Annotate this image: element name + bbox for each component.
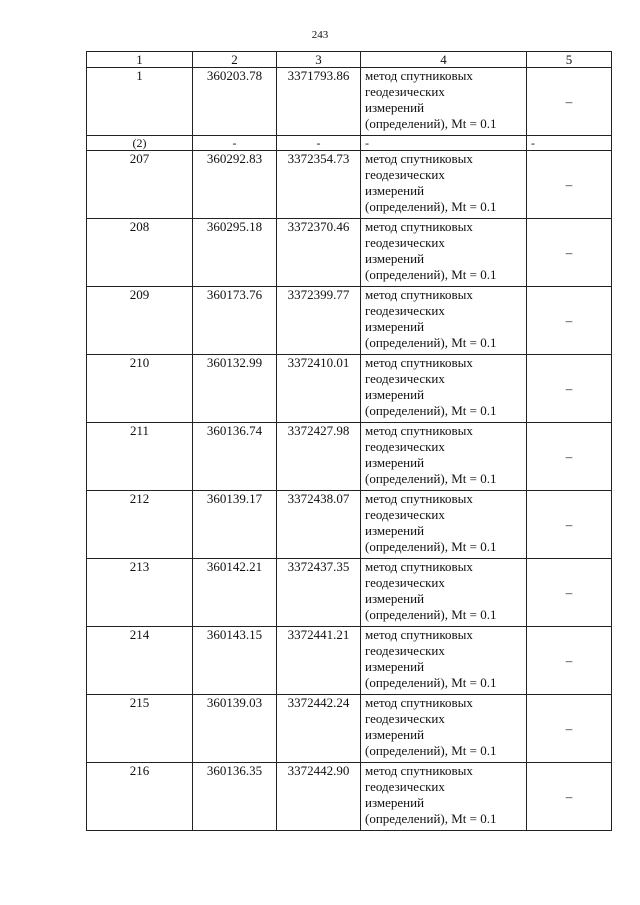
y-coordinate: 3372399.77 [277,287,361,355]
x-coordinate: 360143.15 [193,627,277,695]
x-coordinate: 360136.74 [193,423,277,491]
table-row [87,695,612,763]
table-row [87,423,612,491]
table-row [87,627,612,695]
y-coordinate: 3372441.21 [277,627,361,695]
x-coordinate: 360139.03 [193,695,277,763]
y-coordinate: 3372354.73 [277,151,361,219]
page-number: 243 [311,29,329,41]
header-col-2: 2 [193,52,277,68]
measurement-method [361,355,527,423]
point-number: 209 [87,287,193,355]
header-col-4: 4 [361,52,527,68]
method-text: метод спутниковых геодезических измерений (определений), Mt = 0.1 [365,763,497,826]
table-row [87,219,612,287]
header-col-5: 5 [527,52,612,68]
x-coordinate: 360173.76 [193,287,277,355]
x-coordinate: 360136.35 [193,763,277,831]
measurement-method [361,151,527,219]
method-text: метод спутниковых геодезических измерений (определений), Mt = 0.1 [365,627,497,690]
measurement-method [361,559,527,627]
point-number: 208 [87,219,193,287]
table-row [87,287,612,355]
accuracy-value: – [527,151,612,219]
method-text: метод спутниковых геодезических измерений (определений), Mt = 0.1 [365,423,497,486]
point-number: 1 [87,68,193,136]
method-text: метод спутниковых геодезических измерений (определений), Mt = 0.1 [365,695,497,758]
y-coordinate: 3372437.35 [277,559,361,627]
measurement-method: - [361,136,527,151]
y-coordinate: 3372410.01 [277,355,361,423]
x-coordinate: 360142.21 [193,559,277,627]
method-text: метод спутниковых геодезических измерений (определений), Mt = 0.1 [365,151,497,214]
point-number: 216 [87,763,193,831]
y-coordinate: 3372442.90 [277,763,361,831]
y-coordinate: - [277,136,361,151]
point-number: 210 [87,355,193,423]
table-row [87,559,612,627]
y-coordinate: 3372442.24 [277,695,361,763]
header-col-1: 1 [87,52,193,68]
accuracy-value: – [527,491,612,559]
table-row [87,68,612,136]
accuracy-value: – [527,219,612,287]
point-number: 214 [87,627,193,695]
measurement-method [361,68,527,136]
table-row [87,491,612,559]
y-coordinate: 3372370.46 [277,219,361,287]
point-number: (2) [87,136,193,151]
point-number: 215 [87,695,193,763]
method-text: метод спутниковых геодезических измерений (определений), Mt = 0.1 [365,287,497,350]
omitted-row [87,136,612,151]
coordinates-table [86,51,612,831]
accuracy-value: – [527,287,612,355]
y-coordinate: 3372438.07 [277,491,361,559]
measurement-method [361,491,527,559]
table-row [87,763,612,831]
method-text: метод спутниковых геодезических измерений (определений), Mt = 0.1 [365,355,497,418]
y-coordinate: 3371793.86 [277,68,361,136]
method-text: метод спутниковых геодезических измерений (определений), Mt = 0.1 [365,68,497,131]
point-number: 207 [87,151,193,219]
measurement-method [361,695,527,763]
x-coordinate: - [193,136,277,151]
method-text: метод спутниковых геодезических измерений (определений), Mt = 0.1 [365,219,497,282]
measurement-method [361,627,527,695]
point-number: 211 [87,423,193,491]
method-text: метод спутниковых геодезических измерений (определений), Mt = 0.1 [365,559,497,622]
x-coordinate: 360203.78 [193,68,277,136]
table-header-row [87,52,612,68]
x-coordinate: 360139.17 [193,491,277,559]
measurement-method [361,287,527,355]
table-row [87,151,612,219]
accuracy-value: – [527,559,612,627]
accuracy-value: - [527,136,612,151]
table-row [87,355,612,423]
measurement-method [361,219,527,287]
accuracy-value: – [527,627,612,695]
measurement-method [361,423,527,491]
accuracy-value: – [527,355,612,423]
y-coordinate: 3372427.98 [277,423,361,491]
point-number: 213 [87,559,193,627]
x-coordinate: 360292.83 [193,151,277,219]
x-coordinate: 360295.18 [193,219,277,287]
method-text: метод спутниковых геодезических измерений (определений), Mt = 0.1 [365,491,497,554]
accuracy-value: – [527,763,612,831]
point-number: 212 [87,491,193,559]
accuracy-value: – [527,695,612,763]
accuracy-value: – [527,423,612,491]
accuracy-value: – [527,68,612,136]
measurement-method [361,763,527,831]
x-coordinate: 360132.99 [193,355,277,423]
header-col-3: 3 [277,52,361,68]
